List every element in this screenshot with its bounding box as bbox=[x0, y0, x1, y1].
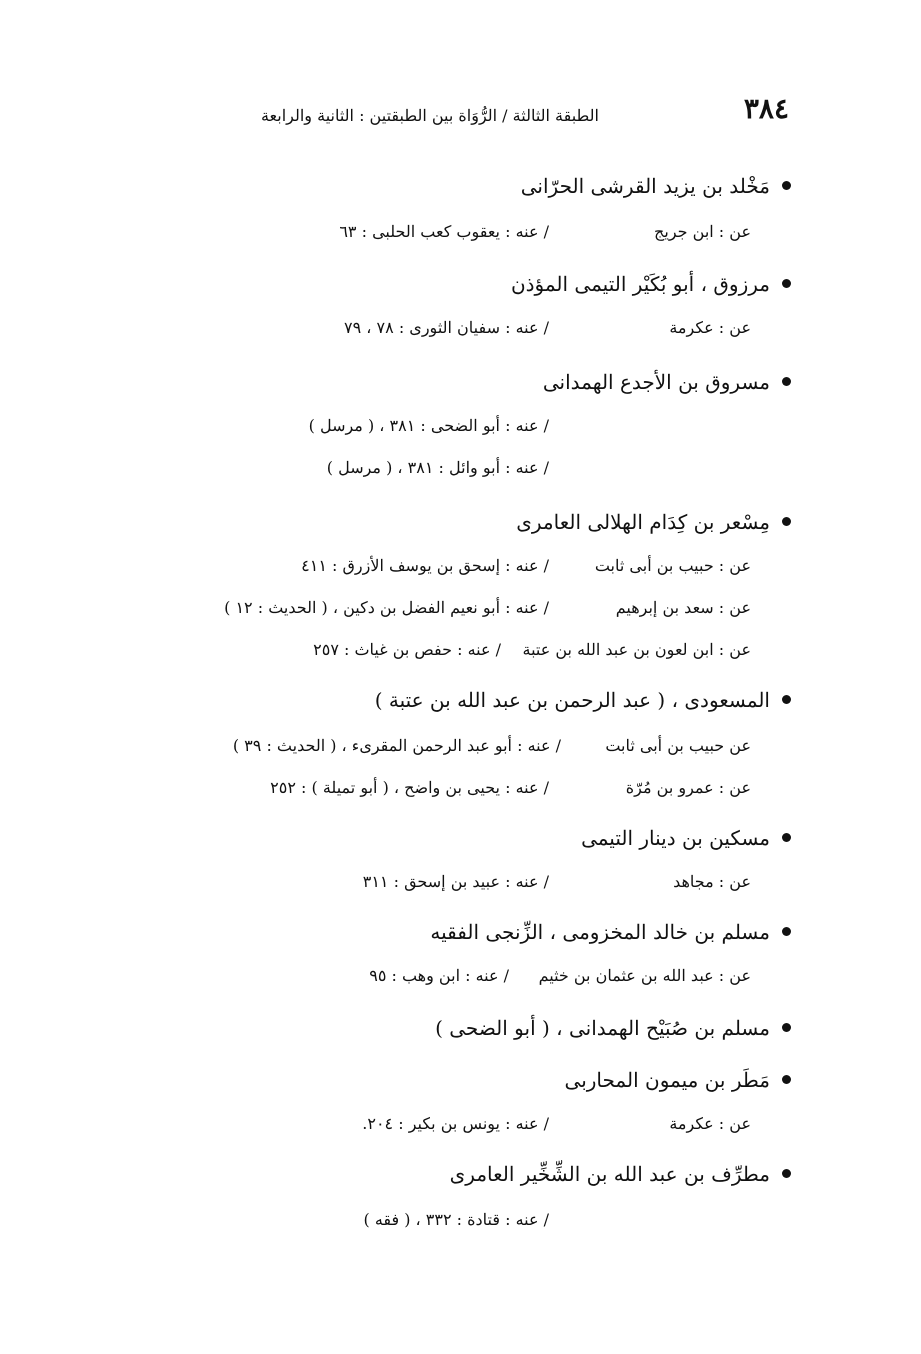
entry-name bbox=[450, 1162, 791, 1186]
to-text: / عنه : قتادة : ٣٣٢ ، ( فقه ) bbox=[363, 1210, 549, 1229]
bullet-icon bbox=[782, 377, 791, 386]
entry-name-text: مسلم بن خالد المخزومى ، الزِّنجى الفقيه bbox=[430, 920, 770, 944]
to-text: / عنه : يونس بن بكير : ٢٠٤. bbox=[362, 1114, 549, 1133]
entry-name bbox=[511, 272, 791, 296]
to-text: / عنه : سفيان الثورى : ٧٨ ، ٧٩ bbox=[344, 318, 549, 337]
to-text: / عنه : حفص بن غياث : ٢٥٧ bbox=[313, 640, 501, 659]
to-text: / عنه : عبيد بن إسحق : ٣١١ bbox=[362, 872, 549, 891]
from-text: عن : عمرو بن مُرّة bbox=[625, 778, 751, 797]
bullet-icon bbox=[782, 279, 791, 288]
bullet-icon bbox=[782, 181, 791, 190]
from-text: عن : عكرمة bbox=[669, 318, 751, 337]
entry-name bbox=[435, 1016, 791, 1040]
entry-name bbox=[516, 510, 791, 534]
entry-name bbox=[521, 174, 791, 198]
to-text: / عنه : يعقوب كعب الحلبى : ٦٣ bbox=[339, 222, 549, 241]
page-number: ٣٨٤ bbox=[743, 92, 789, 125]
from-text: عن : ابن جريج bbox=[654, 222, 751, 241]
to-text: / عنه : أبو عبد الرحمن المقرىء ، ( الحديث : ٣٩ ) bbox=[232, 736, 561, 755]
to-text: / عنه : أبو نعيم الفضل بن دكين ، ( الحديث : ١٢ ) bbox=[224, 598, 549, 617]
from-text: عن : عبد الله بن عثمان بن خثيم bbox=[538, 966, 751, 985]
bullet-icon bbox=[782, 1023, 791, 1032]
entry-name-text: المسعودى ، ( عبد الرحمن بن عبد الله بن عتبة ) bbox=[374, 688, 770, 712]
entry-name-text: مسلم بن صُبَيْح الهمدانى ، ( أبو الضحى ) bbox=[435, 1016, 770, 1040]
entry-name bbox=[581, 826, 791, 850]
bullet-icon bbox=[782, 833, 791, 842]
from-text: عن : سعد بن إبرهيم bbox=[615, 598, 751, 617]
bullet-icon bbox=[782, 1075, 791, 1084]
entry-name-text: مَخْلد بن يزيد القرشى الحرّانى bbox=[520, 174, 770, 198]
from-text: عن : عكرمة bbox=[669, 1114, 751, 1133]
entry-name-text: مرزوق ، أبو بُكَيْر التيمى المؤذن bbox=[510, 272, 770, 296]
bullet-icon bbox=[782, 517, 791, 526]
entry-name-text: مَطَر بن ميمون المحاربى bbox=[564, 1068, 770, 1092]
entry-name-text: مِسْعر بن كِدَام الهلالى العامرى bbox=[516, 510, 770, 534]
to-text: / عنه : أبو الضحى : ٣٨١ ، ( مرسل ) bbox=[308, 416, 549, 435]
entry-name-text: مسروق بن الأجدع الهمدانى bbox=[542, 370, 770, 394]
entry-name-text: مسكين بن دينار التيمى bbox=[581, 826, 770, 850]
entry-name-text: مطرِّف بن عبد الله بن الشِّخِّير العامرى bbox=[449, 1162, 770, 1186]
to-text: / عنه : ابن وهب : ٩٥ bbox=[369, 966, 509, 985]
bullet-icon bbox=[782, 1169, 791, 1178]
from-text: عن حبيب بن أبى ثابت bbox=[605, 736, 751, 755]
entry-name bbox=[565, 1068, 791, 1092]
bullet-icon bbox=[782, 927, 791, 936]
from-text: عن : ابن لعون بن عبد الله بن عتبة bbox=[522, 640, 751, 659]
bullet-icon bbox=[782, 695, 791, 704]
to-text: / عنه : أبو وائل : ٣٨١ ، ( مرسل ) bbox=[326, 458, 549, 477]
to-text: / عنه : إسحق بن يوسف الأزرق : ٤١١ bbox=[301, 556, 549, 575]
from-text: عن : حبيب بن أبى ثابت bbox=[594, 556, 751, 575]
entry-name bbox=[375, 688, 791, 712]
from-text: عن : مجاهد bbox=[673, 872, 751, 891]
entry-name bbox=[430, 920, 791, 944]
entry-name bbox=[543, 370, 791, 394]
to-text: / عنه : يحيى بن واضح ، ( أبو تميلة ) : ٢٥٢ bbox=[270, 778, 549, 797]
running-header: الطبقة الثالثة / الرُّوَاة بين الطبقتين : الثانية والرابعة bbox=[260, 106, 599, 125]
